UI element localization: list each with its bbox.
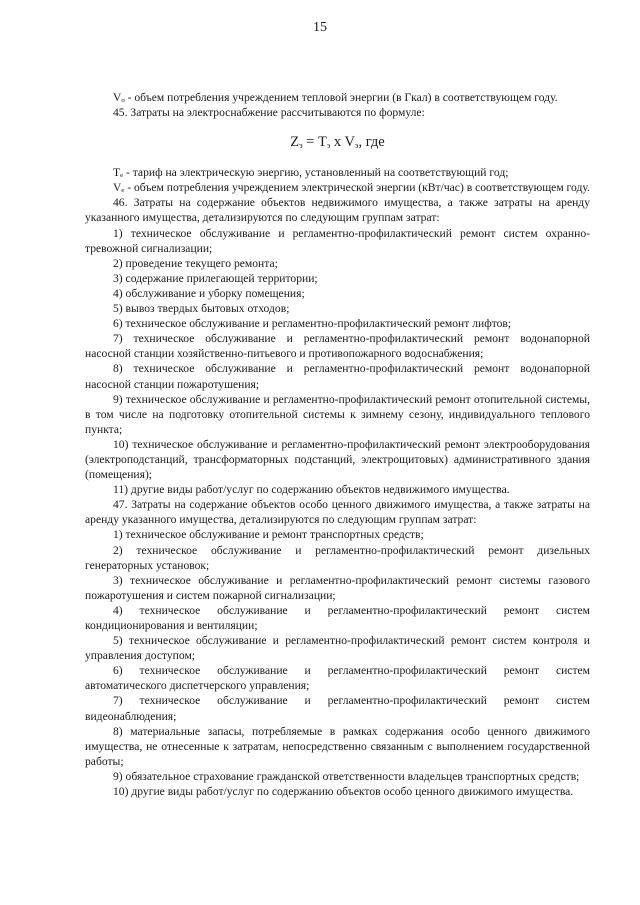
list-item: 1) техническое обслуживание и регламентно-профилактический ремонт систем охранно-тревожной сигнализации; — [85, 226, 590, 255]
list-item: 9) техническое обслуживание и регламентно-профилактический ремонт отопительной системы, в том числе на подготовку отопительной системы к зимнему сезону, индивидуального теплового пункта; — [85, 392, 590, 436]
list-item: 5) техническое обслуживание и регламентно-профилактический ремонт систем контроля и управления доступом; — [85, 634, 590, 663]
list-item: 1) техническое обслуживание и ремонт транспортных средств; — [113, 528, 424, 542]
list-item: 4) техническое обслуживание и регламентно-профилактический ремонт систем кондиционирования и вентиляции; — [85, 603, 590, 632]
list-item: 2) проведение текущего ремонта; — [113, 256, 278, 270]
list-item: 5) вывоз твердых бытовых отходов; — [113, 302, 290, 316]
list-item: 3) техническое обслуживание и регламентно-профилактический ремонт системы газового пожаротушения и систем пожарной сигнализации; — [85, 573, 590, 602]
list-item: 7) техническое обслуживание и регламентно-профилактический ремонт водонапорной насосной станции хозяйственно-питьевого и противопожарного водоснабжения; — [85, 332, 590, 361]
list-item: 11) другие виды работ/услуг по содержанию объектов недвижимого имущества. — [113, 483, 510, 497]
paragraph: Vₒ - объем потребления учреждением тепловой энергии (в Гкал) в соответствующем году. — [113, 91, 558, 104]
page-number: 15 — [313, 20, 327, 35]
list-item: 2) техническое обслуживание и регламентно-профилактический ремонт дизельных генераторных установок; — [85, 543, 590, 572]
list-item: 3) содержание прилегающей территории; — [113, 271, 318, 285]
list-item: 7) техническое обслуживание и регламентно-профилактический ремонт систем видеонаблюдения; — [85, 694, 590, 723]
paragraph: Vₑ - объем потребления учреждением электрической энергии (кВт/час) в соответствующем году. — [113, 181, 590, 195]
paragraph: 47. Затраты на содержание объектов особо ценного движимого имущества, а также затраты на аренду указанного имущества, детализируются по следующим группам затрат: — [85, 498, 590, 527]
list-item: 10) техническое обслуживание и регламентно-профилактический ремонт электрооборудования (электроподстанций, трансформаторных подстанций, электрощитовых) административного здания (помещения); — [85, 437, 590, 482]
list-item: 9) обязательное страхование гражданской ответственности владельцев транспортных средств; — [113, 769, 580, 783]
list-item: 8) материальные запасы, потребляемые в рамках содержания особо ценного движимого имущества, не отнесенные к затратам, непосредственно связанным с выполнением государственной работы; — [85, 724, 590, 768]
electricity-cost-formula: $Z_э = T_э$ x $V_э$, где — [290, 134, 385, 151]
list-item: 10) другие виды работ/услуг по содержанию объектов особо ценного движимого имущества. — [113, 785, 574, 799]
list-item: 8) техническое обслуживание и регламентно-профилактический ремонт водонапорной насосной станции пожаротушения; — [85, 362, 590, 391]
page-body — [85, 90, 590, 799]
list-item: 6) техническое обслуживание и регламентно-профилактический ремонт систем автоматического диспетчерского управления; — [85, 664, 590, 693]
paragraph: 45. Затраты на электроснабжение рассчитываются по формуле: — [113, 106, 425, 120]
list-item: 6) техническое обслуживание и регламентно-профилактический ремонт лифтов; — [113, 317, 512, 331]
paragraph: Tₑ - тариф на электрическую энергию, установленный на соответствующий год; — [113, 166, 509, 180]
paragraph: 46. Затраты на содержание объектов недвижимого имущества, а также затраты на аренду указанного имущества, детализируются по следующим группам затрат: — [85, 196, 590, 225]
list-item: 4) обслуживание и уборку помещения; — [113, 286, 305, 300]
